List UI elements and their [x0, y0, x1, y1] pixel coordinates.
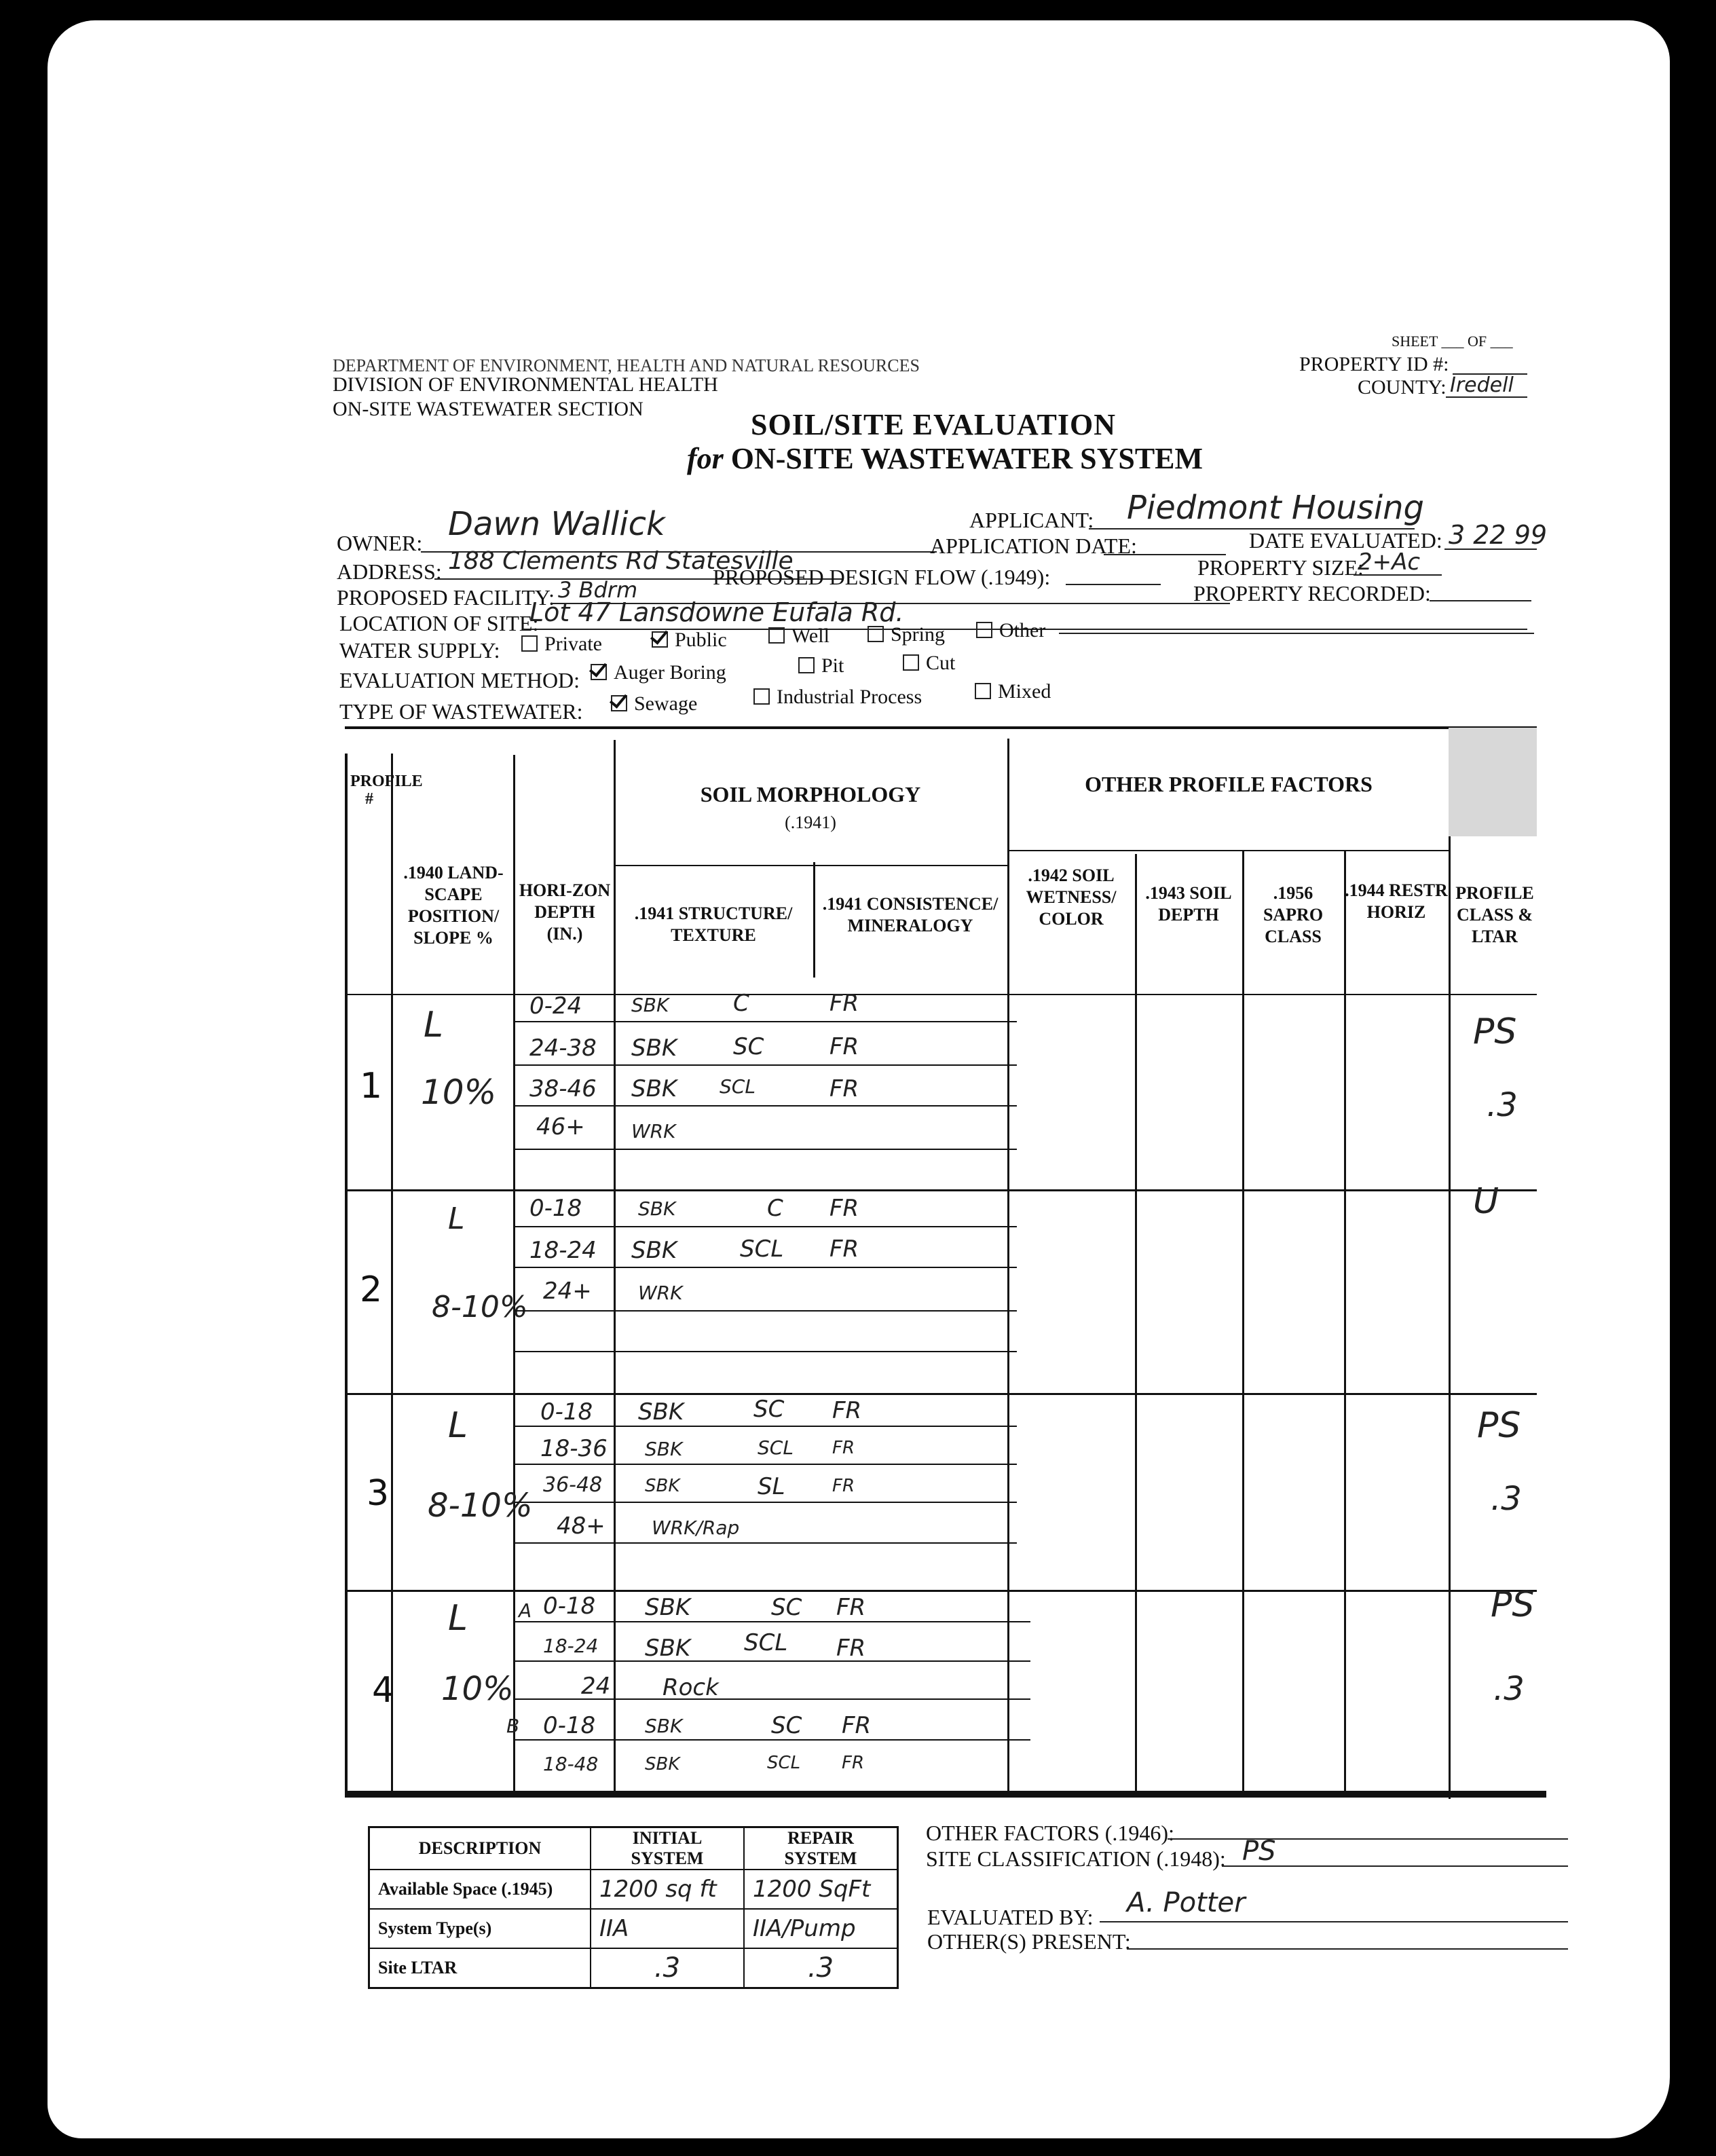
horizon-depth: 24 — [581, 1673, 611, 1700]
application-date-label: APPLICATION DATE: — [930, 534, 1137, 558]
horizon-depth: 48+ — [557, 1512, 605, 1540]
checkbox-mixed[interactable] — [975, 683, 991, 699]
horizon-depth: 18-24 — [543, 1635, 599, 1657]
division-name: DIVISION OF ENVIRONMENTAL HEALTH — [333, 373, 718, 396]
section-name: ON-SITE WASTEWATER SECTION — [333, 398, 644, 420]
checkbox-sewage[interactable] — [611, 695, 627, 711]
horizon-depth: 0-18 — [540, 1398, 593, 1426]
owner-value: Dawn Wallick — [448, 505, 665, 543]
structure: WRK/Rap — [652, 1517, 740, 1539]
address-label: ADDRESS: — [337, 559, 442, 584]
profile-number: 3 — [367, 1473, 390, 1514]
profile-class-header: PROFILE CLASS & LTAR — [1455, 883, 1534, 946]
consistence: FR — [842, 1712, 872, 1739]
horizon-depth: 24-38 — [529, 1035, 597, 1062]
row-label: System Type(s) — [369, 1909, 591, 1948]
texture: SCL — [767, 1753, 801, 1773]
applicant-value: Piedmont Housing — [1127, 489, 1425, 527]
consistence: FR — [836, 1594, 866, 1621]
repair-system-header: REPAIR SYSTEM — [744, 1827, 898, 1870]
sapro-class-header: .1956 SAPRO CLASS — [1263, 883, 1324, 946]
consistence-mineralogy-header: .1941 CONSISTENCE/ MINERALOGY — [822, 894, 999, 935]
repair-value: .3 — [744, 1948, 898, 1988]
texture: SCL — [720, 1075, 756, 1098]
slope-percent: 10% — [421, 1073, 497, 1112]
structure: SBK — [631, 1075, 677, 1102]
horizon-depth-header: HORI-ZON DEPTH (IN.) — [519, 880, 611, 944]
checkbox-pit[interactable] — [798, 657, 815, 673]
consistence: FR — [842, 1753, 865, 1773]
soil-depth-header: .1943 SOIL DEPTH — [1145, 883, 1232, 925]
system-summary-table — [368, 1826, 899, 1989]
landscape-position: L — [448, 1598, 468, 1639]
evaluated-by-label: EVALUATED BY: — [927, 1905, 1094, 1929]
table-row — [369, 1948, 898, 1988]
location-label: LOCATION OF SITE: — [339, 611, 539, 635]
row-label: Site LTAR — [369, 1948, 591, 1988]
property-size-value: 2+Ac — [1358, 549, 1421, 576]
profile-ltar: .3 — [1487, 1086, 1518, 1124]
texture: SCL — [744, 1629, 788, 1656]
landscape-position-header: .1940 LAND-SCAPE POSITION/ SLOPE % — [403, 863, 504, 948]
evaluated-by-signature: A. Potter — [1127, 1887, 1246, 1918]
texture: SC — [771, 1594, 802, 1621]
texture: C — [733, 990, 749, 1017]
landscape-position: L — [448, 1405, 468, 1446]
initial-value: 1200 sq ft — [591, 1870, 744, 1909]
landscape-position: L — [424, 1005, 443, 1045]
water-private-option[interactable]: Private — [521, 633, 602, 656]
horizon-depth: 18-24 — [529, 1237, 597, 1264]
texture: C — [767, 1195, 783, 1222]
county-value: Iredell — [1450, 373, 1514, 397]
profile-number: 2 — [360, 1269, 383, 1310]
cut-option[interactable]: Cut — [903, 652, 955, 675]
texture: SC — [771, 1712, 802, 1739]
auger-boring-option[interactable]: Auger Boring — [591, 661, 726, 684]
sewage-option[interactable]: Sewage — [611, 692, 697, 715]
soil-morphology-section: (.1941) — [785, 813, 836, 832]
horizon-depth: 0-18 — [529, 1195, 582, 1222]
initial-system-header: INITIAL SYSTEM — [591, 1827, 744, 1870]
checkbox-industrial-process[interactable] — [753, 688, 770, 705]
consistence: FR — [829, 1075, 859, 1102]
structure: SBK — [645, 1754, 680, 1774]
profile-class: PS — [1491, 1584, 1535, 1625]
facility-value: 3 Bdrm — [558, 577, 638, 603]
structure: SBK — [645, 1715, 683, 1737]
table-row — [369, 1870, 898, 1909]
water-other-option[interactable]: Other — [976, 619, 1045, 642]
property-size-label: PROPERTY SIZE: — [1197, 555, 1364, 580]
consistence: FR — [829, 1235, 859, 1263]
checkbox-well[interactable] — [768, 627, 785, 644]
checkbox-spring[interactable] — [868, 626, 884, 642]
facility-label: PROPOSED FACILITY: — [337, 585, 555, 610]
others-present-label: OTHER(S) PRESENT: — [927, 1929, 1131, 1954]
structure: SBK — [645, 1476, 680, 1496]
location-value: Lot 47 Lansdowne Eufala Rd. — [529, 597, 904, 627]
texture: SCL — [758, 1436, 794, 1459]
water-spring-option[interactable]: Spring — [868, 623, 945, 646]
horizon-depth: 0-18 — [543, 1712, 596, 1739]
shaded-corner — [1449, 728, 1537, 836]
department-name: DEPARTMENT OF ENVIRONMENT, HEALTH AND NATURAL RESOURCES — [333, 356, 920, 375]
profile-number: 1 — [360, 1066, 383, 1107]
profile-number: 4 — [372, 1670, 395, 1711]
table-row — [369, 1909, 898, 1948]
applicant-label: APPLICANT: — [969, 508, 1094, 532]
wastewater-type-label: TYPE OF WASTEWATER: — [339, 699, 583, 724]
repair-value: 1200 SqFt — [744, 1870, 898, 1909]
water-well-option[interactable]: Well — [768, 625, 829, 648]
property-id-label: PROPERTY ID #: — [1299, 353, 1449, 375]
landscape-position: L — [448, 1202, 465, 1236]
profile-ltar: .3 — [1491, 1480, 1522, 1518]
consistence: FR — [829, 990, 859, 1017]
structure: WRK — [638, 1282, 683, 1304]
row-label: Available Space (.1945) — [369, 1870, 591, 1909]
profile-class: PS — [1473, 1011, 1517, 1052]
other-factors-label: OTHER FACTORS (.1946): — [926, 1821, 1174, 1845]
form-subtitle: for ON-SITE WASTEWATER SYSTEM — [687, 442, 1204, 475]
texture: SC — [733, 1033, 764, 1060]
slope-percent: 8-10% — [432, 1290, 528, 1324]
checkbox-other[interactable] — [976, 622, 992, 638]
water-supply-label: WATER SUPPLY: — [339, 638, 500, 663]
pit-option[interactable]: Pit — [798, 654, 844, 677]
slope-percent: 8-10% — [428, 1487, 533, 1525]
consistence: FR — [832, 1397, 862, 1424]
other-profile-factors-header: OTHER PROFILE FACTORS — [1085, 772, 1373, 796]
property-recorded-label: PROPERTY RECORDED: — [1193, 581, 1431, 606]
consistence: FR — [829, 1195, 859, 1222]
slope-percent: 10% — [441, 1670, 514, 1708]
structure: SBK — [645, 1594, 691, 1621]
consistence: FR — [832, 1476, 855, 1496]
profile-class: U — [1473, 1181, 1499, 1222]
consistence: FR — [832, 1438, 855, 1458]
horizon-depth: 38-46 — [529, 1075, 597, 1102]
structure: SBK — [645, 1438, 683, 1460]
checkbox-cut[interactable] — [903, 654, 919, 671]
restrictive-horizon-header: .1944 RESTR HORIZ — [1345, 880, 1448, 922]
structure: SBK — [638, 1398, 684, 1426]
horizon-depth: 46+ — [536, 1113, 585, 1140]
soil-morphology-header: SOIL MORPHOLOGY — [700, 782, 921, 806]
address-value: 188 Clements Rd Statesville — [448, 547, 794, 575]
depth-group-b: B — [506, 1715, 520, 1737]
depth-group-a: A — [519, 1599, 532, 1622]
horizon-depth: 18-48 — [543, 1753, 599, 1775]
repair-value: IIA/Pump — [744, 1909, 898, 1948]
date-evaluated-label: DATE EVALUATED: — [1249, 528, 1442, 553]
structure: WRK — [631, 1120, 676, 1142]
soil-wetness-header: .1942 SOIL WETNESS/ COLOR — [1026, 866, 1117, 929]
structure: SBK — [631, 1035, 677, 1062]
structure: SBK — [631, 1237, 677, 1264]
site-classification-value: PS — [1242, 1836, 1276, 1867]
evaluation-method-label: EVALUATION METHOD: — [339, 668, 580, 692]
initial-value: .3 — [591, 1948, 744, 1988]
description-header: DESCRIPTION — [369, 1827, 591, 1870]
mixed-option[interactable]: Mixed — [975, 680, 1051, 703]
horizon-depth: 18-36 — [540, 1435, 608, 1462]
sheet-number: SHEET ___ OF ___ — [1392, 333, 1513, 350]
checkbox-private[interactable] — [521, 635, 538, 652]
date-evaluated-value: 3 22 99 — [1449, 520, 1548, 550]
form-title: SOIL/SITE EVALUATION — [751, 408, 1117, 441]
structure: SBK — [631, 994, 669, 1016]
consistence: FR — [836, 1635, 866, 1662]
initial-value: IIA — [591, 1909, 744, 1948]
horizon-depth: 0-24 — [529, 992, 582, 1020]
structure: SBK — [645, 1635, 691, 1662]
water-public-option[interactable]: Public — [652, 629, 727, 652]
structure: SBK — [638, 1197, 676, 1220]
profile-class: PS — [1477, 1405, 1521, 1446]
horizon-depth: 24+ — [543, 1278, 592, 1305]
horizon-depth: 0-18 — [543, 1593, 596, 1620]
structure: Rock — [663, 1674, 719, 1701]
texture: SL — [758, 1473, 785, 1500]
structure-texture-header: .1941 STRUCTURE/ TEXTURE — [634, 904, 793, 945]
profile-number-header: PROFILE # — [350, 773, 423, 808]
design-flow-label: PROPOSED DESIGN FLOW (.1949): — [713, 565, 1051, 589]
county-label: COUNTY: — [1358, 376, 1447, 398]
industrial-process-option[interactable]: Industrial Process — [753, 686, 922, 709]
checkbox-auger-boring[interactable] — [591, 664, 607, 680]
horizon-depth: 36-48 — [543, 1473, 603, 1497]
texture: SCL — [740, 1235, 784, 1263]
checkbox-public[interactable] — [652, 631, 668, 648]
texture: SC — [753, 1396, 785, 1423]
profile-ltar: .3 — [1493, 1670, 1525, 1708]
owner-label: OWNER: — [337, 531, 423, 555]
consistence: FR — [829, 1033, 859, 1060]
site-classification-label: SITE CLASSIFICATION (.1948): — [926, 1846, 1226, 1871]
